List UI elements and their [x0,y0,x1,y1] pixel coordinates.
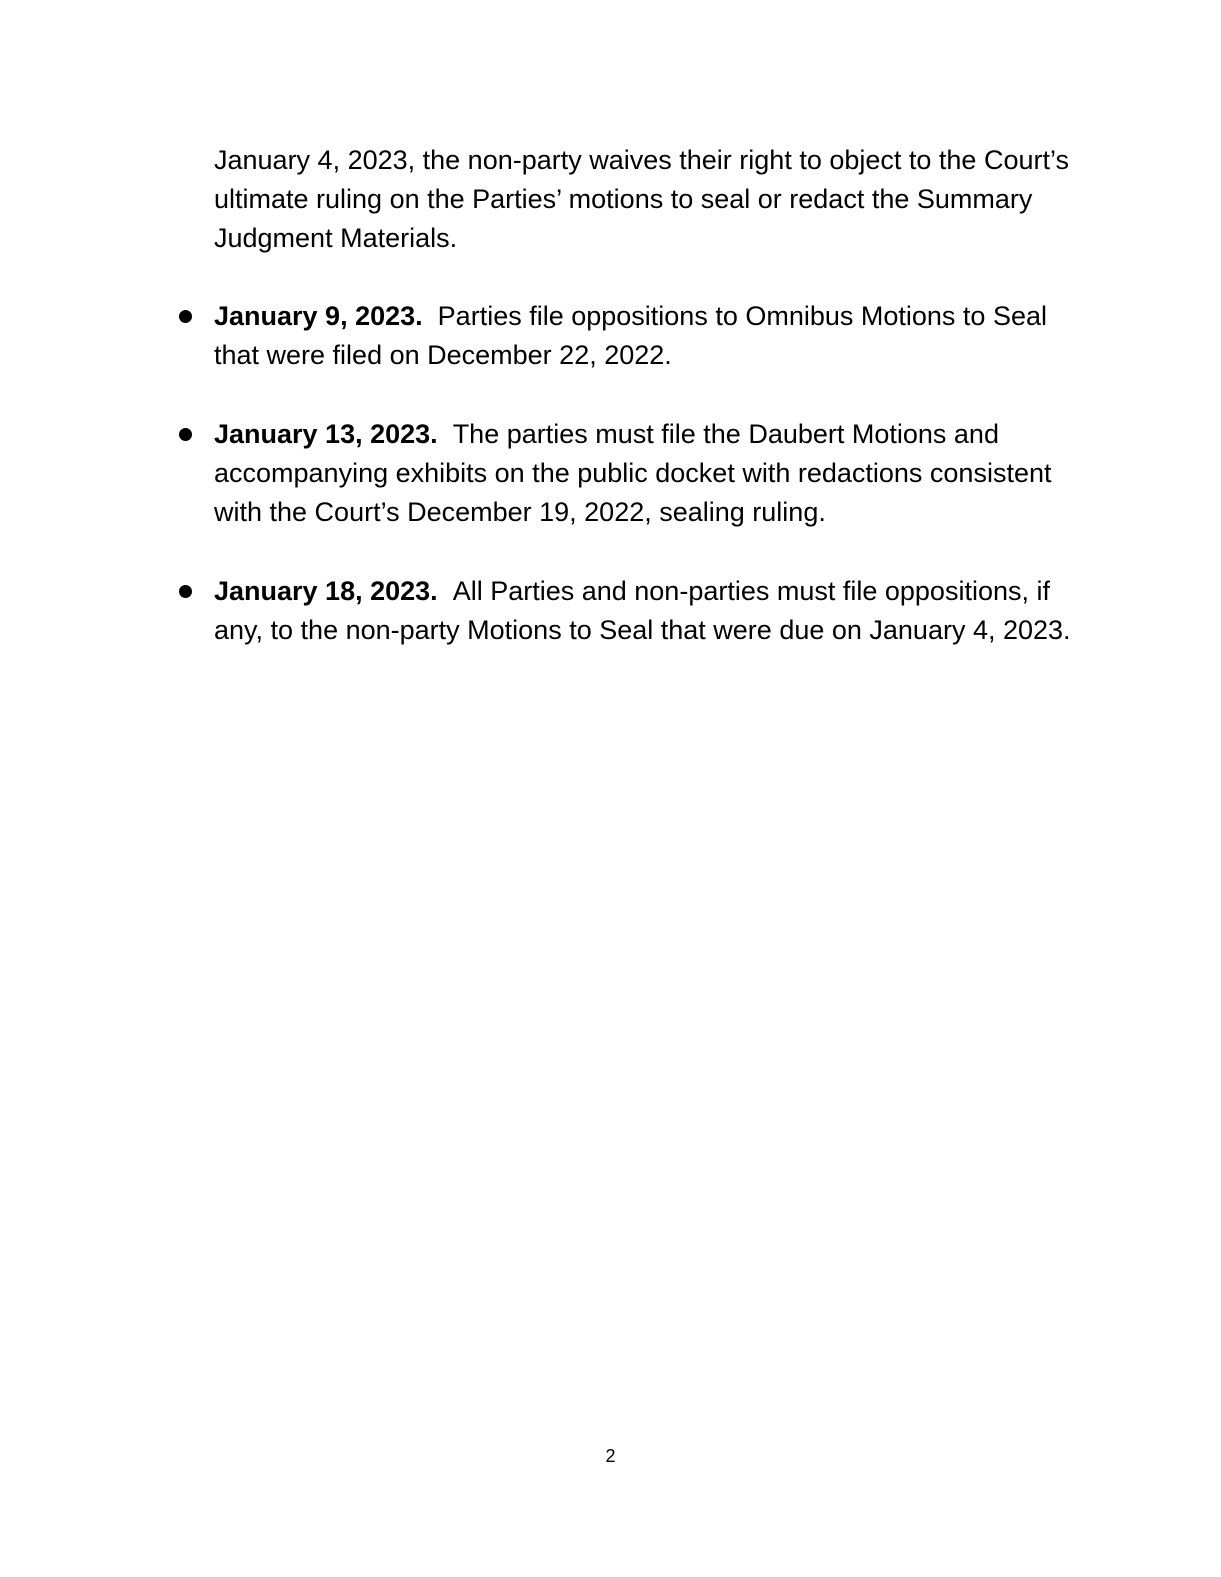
deadline-date: January 13, 2023. [214,419,438,449]
bullet-icon [179,585,192,598]
deadline-date: January 9, 2023. [214,301,423,331]
bullet-icon [179,310,192,323]
deadline-date: January 18, 2023. [214,576,438,606]
bullet-icon [179,428,192,441]
list-item [214,572,1074,650]
list-item [214,415,1074,532]
continuation-paragraph: January 4, 2023, the non-party waives their right to object to the Court’s ultimate ruling on the Parties’ motions to seal or redact the Summary Judgment Materials. [214,145,1069,253]
list-item [214,297,1074,375]
page-number: 2 [605,1446,616,1466]
deadline-description: Parties file oppositions to Omnibus Motions to Seal that were filed on December 22, 2022. [214,301,1047,370]
deadline-description: The parties must file the Daubert Motions and accompanying exhibits on the public docket with redactions consistent with the Court’s December 19, 2022, sealing ruling. [214,419,1052,527]
deadline-description: All Parties and non-parties must file oppositions, if any, to the non-party Motions to Seal that were due on January 4, 2023. [214,576,1071,645]
